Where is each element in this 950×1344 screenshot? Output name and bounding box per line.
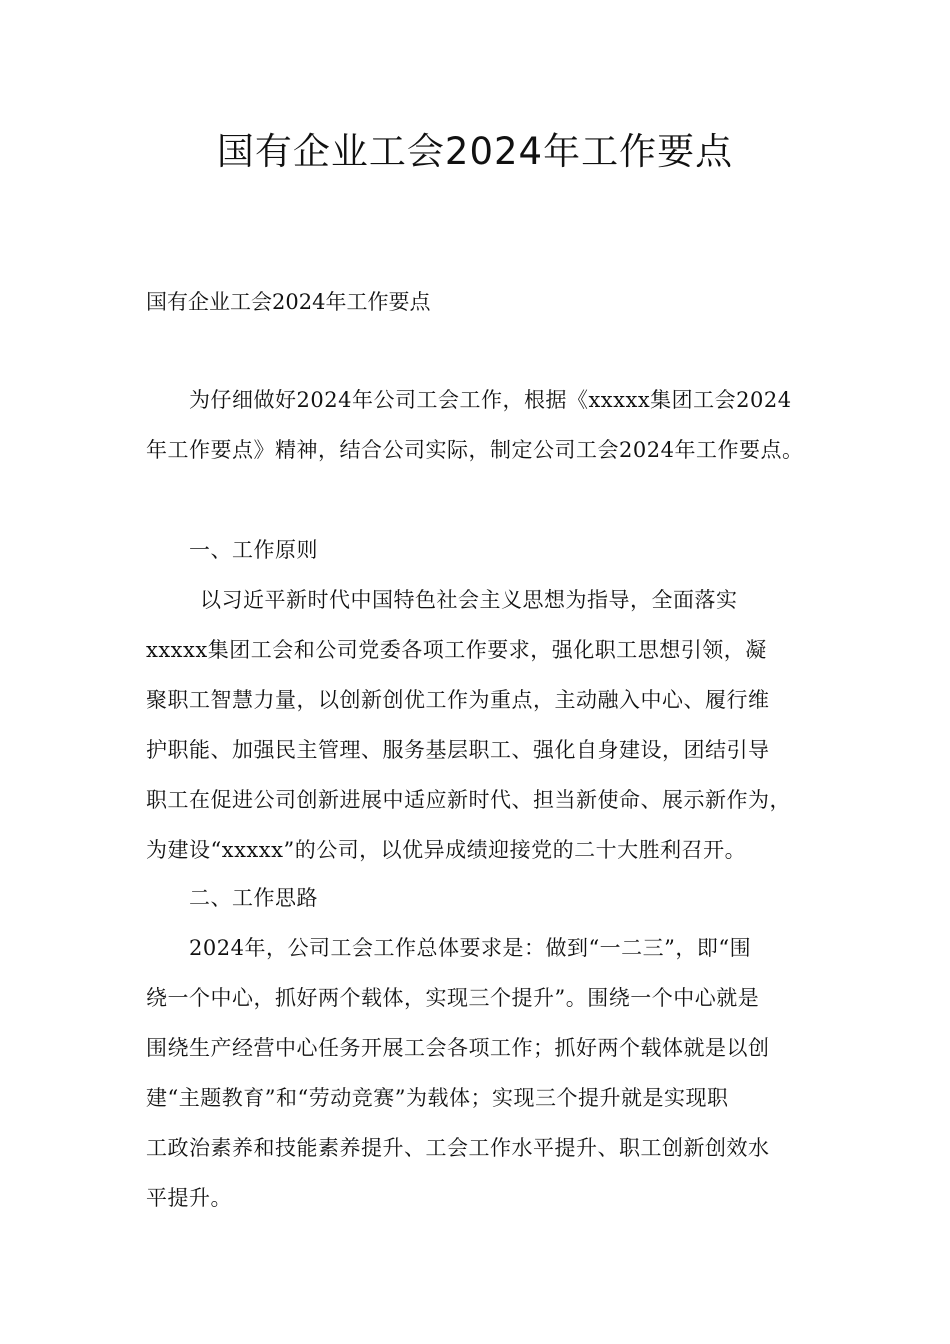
section1-line-5: 职工在促进公司创新进展中适应新时代、担当新使命、展示新作为， — [146, 788, 791, 812]
section1-line-4: 护职能、加强民主管理、服务基层职工、强化自身建设，团结引导 — [146, 738, 770, 762]
intro-line-1: 为仔细做好2024年公司工会工作，根据《xxxxx集团工会2024 — [189, 388, 792, 412]
section2-heading: 二、工作思路 — [189, 886, 318, 910]
section1-line-2: xxxxx集团工会和公司党委各项工作要求，强化职工思想引领，凝 — [146, 638, 767, 662]
document-subtitle: 国有企业工会2024年工作要点 — [146, 290, 431, 314]
section2-line-1: 2024年，公司工会工作总体要求是：做到“一二三”，即“围 — [189, 936, 752, 960]
section2-line-5: 工政治素养和技能素养提升、工会工作水平提升、职工创新创效水 — [146, 1136, 770, 1160]
document-title: 国有企业工会2024年工作要点 — [216, 130, 734, 173]
section2-line-3: 围绕生产经营中心任务开展工会各项工作；抓好两个载体就是以创 — [146, 1036, 770, 1060]
section1-line-6: 为建设“xxxxx”的公司，以优异成绩迎接党的二十大胜利召开。 — [146, 838, 747, 862]
section1-line-3: 聚职工智慧力量，以创新创优工作为重点，主动融入中心、履行维 — [146, 688, 770, 712]
section1-heading: 一、工作原则 — [189, 538, 318, 562]
section1-line-1: 以习近平新时代中国特色社会主义思想为指导，全面落实 — [200, 588, 738, 612]
section2-line-2: 绕一个中心，抓好两个载体，实现三个提升”。围绕一个中心就是 — [146, 986, 760, 1010]
section2-line-6: 平提升。 — [146, 1186, 232, 1210]
section2-line-4: 建“主题教育”和“劳动竞赛”为载体；实现三个提升就是实现职 — [146, 1086, 729, 1110]
intro-line-2: 年工作要点》精神，结合公司实际，制定公司工会2024年工作要点。 — [146, 438, 804, 462]
